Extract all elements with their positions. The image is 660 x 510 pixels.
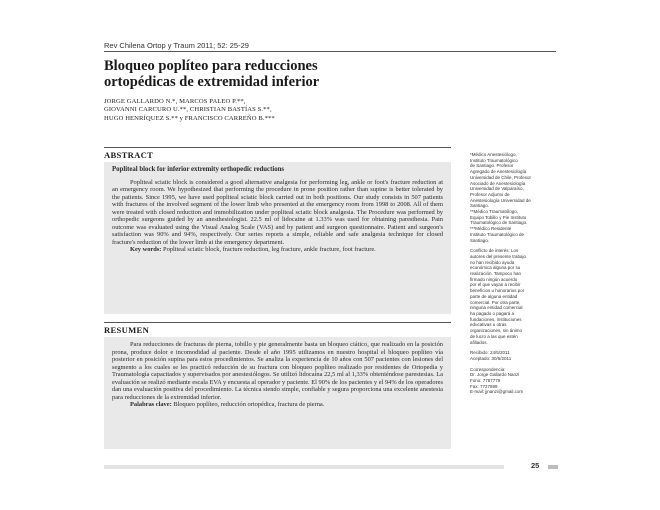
sidebar-affiliations: *Médico Anestesiólogo, Instituto Traumatológico de Santiago. Profesor Agregado de Anestesiología Universidad de Chile, Profesor Asociado de Anestesiología Universidad de Valparaíso, Profesor Adjunto de Anestesiología Universidad de Santiago. **Médico Traumatólogo, Equipo Tobillo y Pie Instituto Traumatológico de Santiago. ***Médico Residente Instituto Traumatológico de Santiago.	[470, 152, 532, 243]
authors-line-3: HUGO HENRÍQUEZ S.** y FRANCISCO CARREÑO B.***	[104, 114, 275, 122]
footer-bar	[104, 465, 504, 469]
resumen-rule	[104, 322, 451, 323]
resumen-body: Para reducciones de fracturas de pierna, tobillo y pie generalmente basta un bloqueo ciático, que realizado en la posición prona, produce dolor e incomodidad al paciente. Desde el año 1995 utilizamos en nuestro hospital el bloqueo poplíteo vía posterior en posición supina para estos procedimientos. Se analiza la experiencia de 10 años con 507 pacientes con lesiones del segmento a los cuales se les practicó reducción de su fractura con bloqueo poplíteo realizado por residentes de Ortopedia y Traumatología capacitados y supervisados por anestesiólogos. Se utilizó lidocaína 22,5 ml al 1,33% obteniéndose parestesias. La evaluación se realizó mediante escala EVA y encuesta al operador y paciente. El 90% de los pacientes y el 94% de los operadores dan una evaluación positiva del procedimiento. La técnica siendo simple, confiable y segura proporciona una excelente anestesia para reducciones de la extremidad inferior.	[112, 341, 443, 401]
resumen-box	[104, 337, 451, 449]
top-rule	[104, 51, 556, 52]
authors-line-1: JORGE GALLARDO N.*, MARCOS PALEO P.**,	[104, 98, 246, 105]
page-number: 25	[531, 461, 540, 470]
resumen-keywords-text: Bloqueo poplíteo, reducción ortopédica, fractura de pierna.	[173, 401, 325, 408]
abstract-heading: ABSTRACT	[104, 150, 154, 160]
sidebar-notes	[470, 152, 558, 395]
resumen-keywords-label: Palabras clave:	[130, 401, 172, 408]
title-line-2: ortopédicas de extremidad inferior	[104, 74, 320, 90]
abstract-body: Popliteal sciatic block is considered a good alternative analgesia for performing leg, ankle or foot's fracture reduction at an emergency room. We hypothesized that performing the procedure in prone position rather than supine is better tolerated by the patients. Since 1995, we have used popliteal sciatic block carried out in both positions. Our study consists in 507 patients with fractures of the involved segment of the lower limb who presented at the emergency room from 1998 to 2008. All of them were treated with closed reduction and immobilization under popliteal sciatic block analgesia. The Procedure was performed by orthopedic surgeons guided by an anesthesiologist. 22.5 ml of lidocaine at 1.33% was used for obtaining paresthesia. Pain outcome was evaluated using the Visual Analog Scale (VAS) and by patient and surgeon questionnaire. Patient and surgeon's satisfaction was 90% and 94%, respectively. Our series reports a simple, reliable and safe analgesia technique for closed fracture's reduction of the lower limb at the emergency department.	[112, 178, 443, 246]
resumen-keywords	[112, 401, 443, 409]
title-line-1: Bloqueo poplíteo para reducciones	[104, 58, 318, 74]
sidebar-correspondence: Correspondencia: Dr. Jorge Gallardo Nanzi Fono: 7787779 Fax: 7727899 E-mail: jjnanzi@gmail.com	[470, 366, 524, 395]
footer-block	[548, 465, 558, 469]
abstract-rule	[104, 147, 451, 148]
abstract-keywords-text: Popliteal sciatic block, fracture reduction, leg fracture, ankle fracture, foot fracture.	[163, 246, 376, 253]
journal-reference: Rev Chilena Ortop y Traum 2011; 52: 25-29	[104, 41, 249, 50]
authors	[104, 98, 544, 123]
abstract-keywords-label: Key words:	[130, 246, 162, 253]
sidebar-conflict-of-interest: Conflicto de interés: Los autores del presente trabajo no han recibido ayuda económica alguna por su realización. Tampoco han firmado ningún acuerdo por el que vayan a recibir beneficios u honorarios por parte de alguna entidad comercial. Por otra parte, ninguna entidad comercial ha pagado o pagará a fundaciones, instituciones educativas u otras organizaciones, sin ánimo de lucro a las que estén afiliados.	[470, 248, 527, 345]
sidebar-dates: Recibido: 24/5/2011 Aceptado: 30/5/2011	[470, 350, 512, 361]
abstract-box	[104, 162, 451, 314]
abstract-subtitle: Popliteal block for inferior extremity orthopedic reductions	[112, 166, 285, 173]
abstract-keywords	[112, 246, 443, 254]
resumen-heading: RESUMEN	[104, 325, 150, 335]
article-title	[104, 58, 544, 90]
authors-line-2: GIOVANNI CARCURO U.**, CHRISTIAN BASTÍAS S.**,	[104, 106, 272, 114]
